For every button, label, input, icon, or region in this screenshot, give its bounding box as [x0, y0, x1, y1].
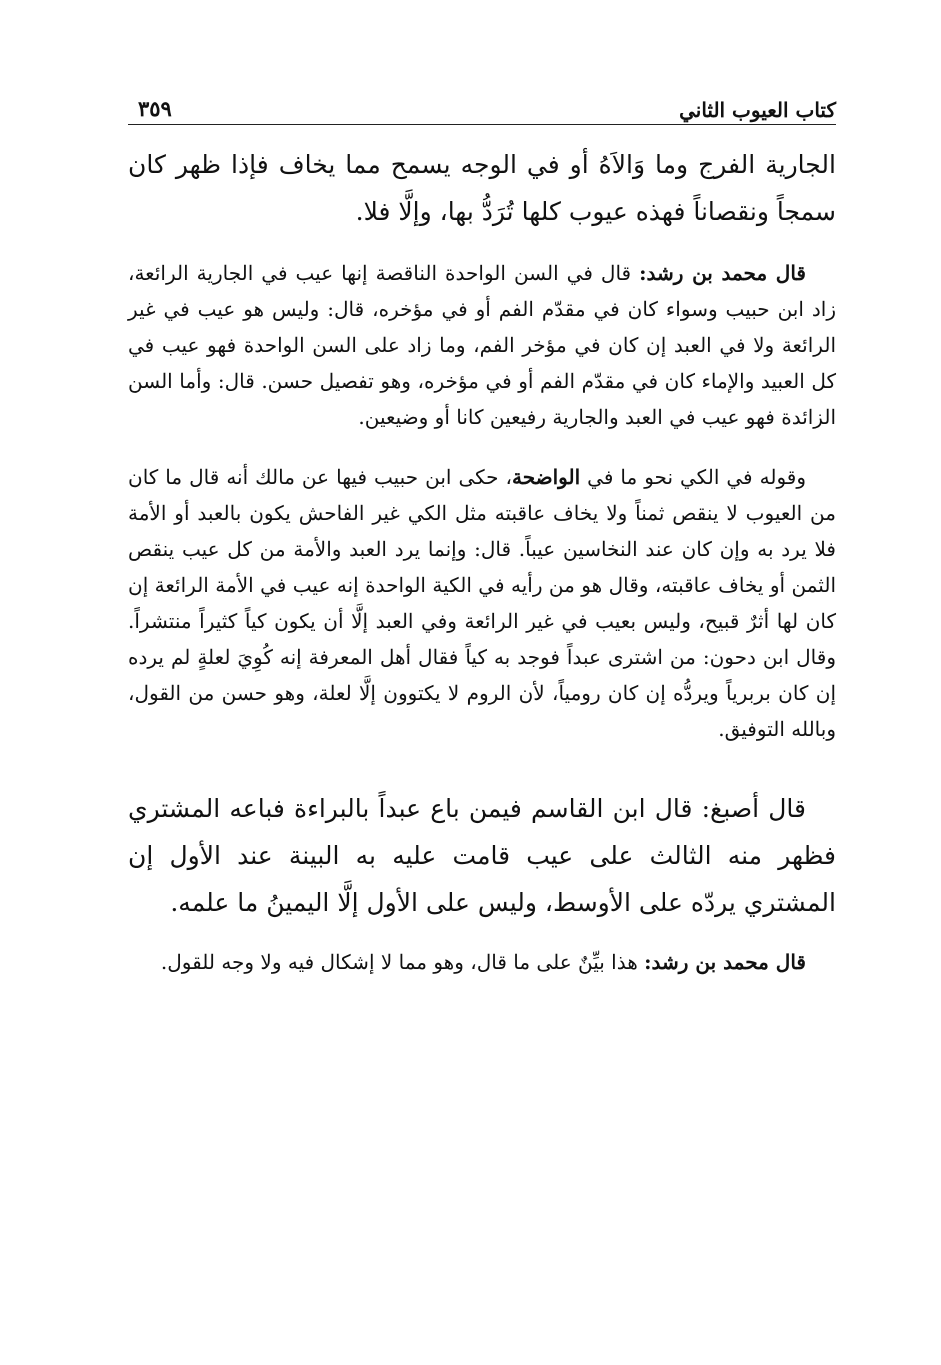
page-number: ٣٥٩ — [138, 96, 172, 121]
paragraph-2-text: قال في السن الواحدة الناقصة إنها عيب في الجارية الرائعة، زاد ابن حبيب وسواء كان في مقدّم الفم أو في مؤخره، قال: وليس هو عيب في غير الرائعة ولا في العبد إن كان في مؤخر الفم، وما زاد على السن الواحدة فهو عيب في كل العبيد والإماء كان في مقدّم الفم أو في مؤخره، وهو تفصيل حسن. قال: وأما السن الزائدة فهو عيب في العبد والجارية رفيعين كانا أو وضيعين. — [128, 261, 836, 429]
paragraph-1-text: الجارية الفرج وما وَالاَهُ أو في الوجه يسمح مما يخاف فإذا ظهر كان سمجاً ونقصاناً فهذه عيوب كلها تُرَدُّ بها، وإلَّا فلا. — [128, 150, 836, 226]
speaker-label: قال محمد بن رشد: — [639, 261, 806, 285]
source-title: الواضحة — [511, 465, 581, 489]
paragraph-4 — [128, 785, 836, 926]
page-header — [128, 84, 836, 125]
paragraph-4-text: قال أصبغ: قال ابن القاسم فيمن باع عبداً بالبراءة فباعه المشتري فظهر منه الثالث على عيب قامت عليه به البينة عند الأول إن المشتري يردّه على الأوسط، وليس على الأول إلَّا اليمينُ ما علمه. — [128, 794, 836, 917]
paragraph-3-text-before: وقوله في الكي نحو ما في — [580, 465, 806, 489]
paragraph-3 — [128, 459, 836, 747]
paragraph-5-text: هذا بيِّنٌ على ما قال، وهو مما لا إشكال فيه ولا وجه للقول. — [160, 950, 645, 974]
speaker-label: قال محمد بن رشد: — [644, 950, 806, 974]
book-page — [128, 84, 836, 1354]
paragraph-2 — [128, 255, 836, 435]
paragraph-5 — [128, 944, 836, 980]
paragraph-1 — [128, 141, 836, 235]
paragraph-3-text-after: ، حكى ابن حبيب فيها عن مالك أنه قال ما كان من العيوب لا ينقص ثمناً ولا يخاف عاقبته مثل الكي غير الفاحش يكون بالعبد أو الأمة فلا يرد به وإن كان عند النخاسين عيباً. قال: وإنما يرد العبد والأمة من كل عيب ينقص الثمن أو يخاف عاقبته، وقال هو من رأيه في الكية الواحدة إنه عيب في الأمة الرائعة إن كان لها أثرٌ قبيح، وليس بعيب في غير الرائعة وفي العبد إلَّا أن يكون كياً كثيراً منتشراً. وقال ابن دحون: من اشترى عبداً فوجد به كياً فقال أهل المعرفة إنه كُوِيَ لعلةٍ لم يرده إن كان بربرياً ويردُّه إن كان رومياً، لأن الروم لا يكتوون إلَّا لعلة، وهو حسن من القول، وبالله التوفيق. — [128, 465, 836, 741]
running-title: كتاب العيوب الثاني — [679, 98, 836, 122]
